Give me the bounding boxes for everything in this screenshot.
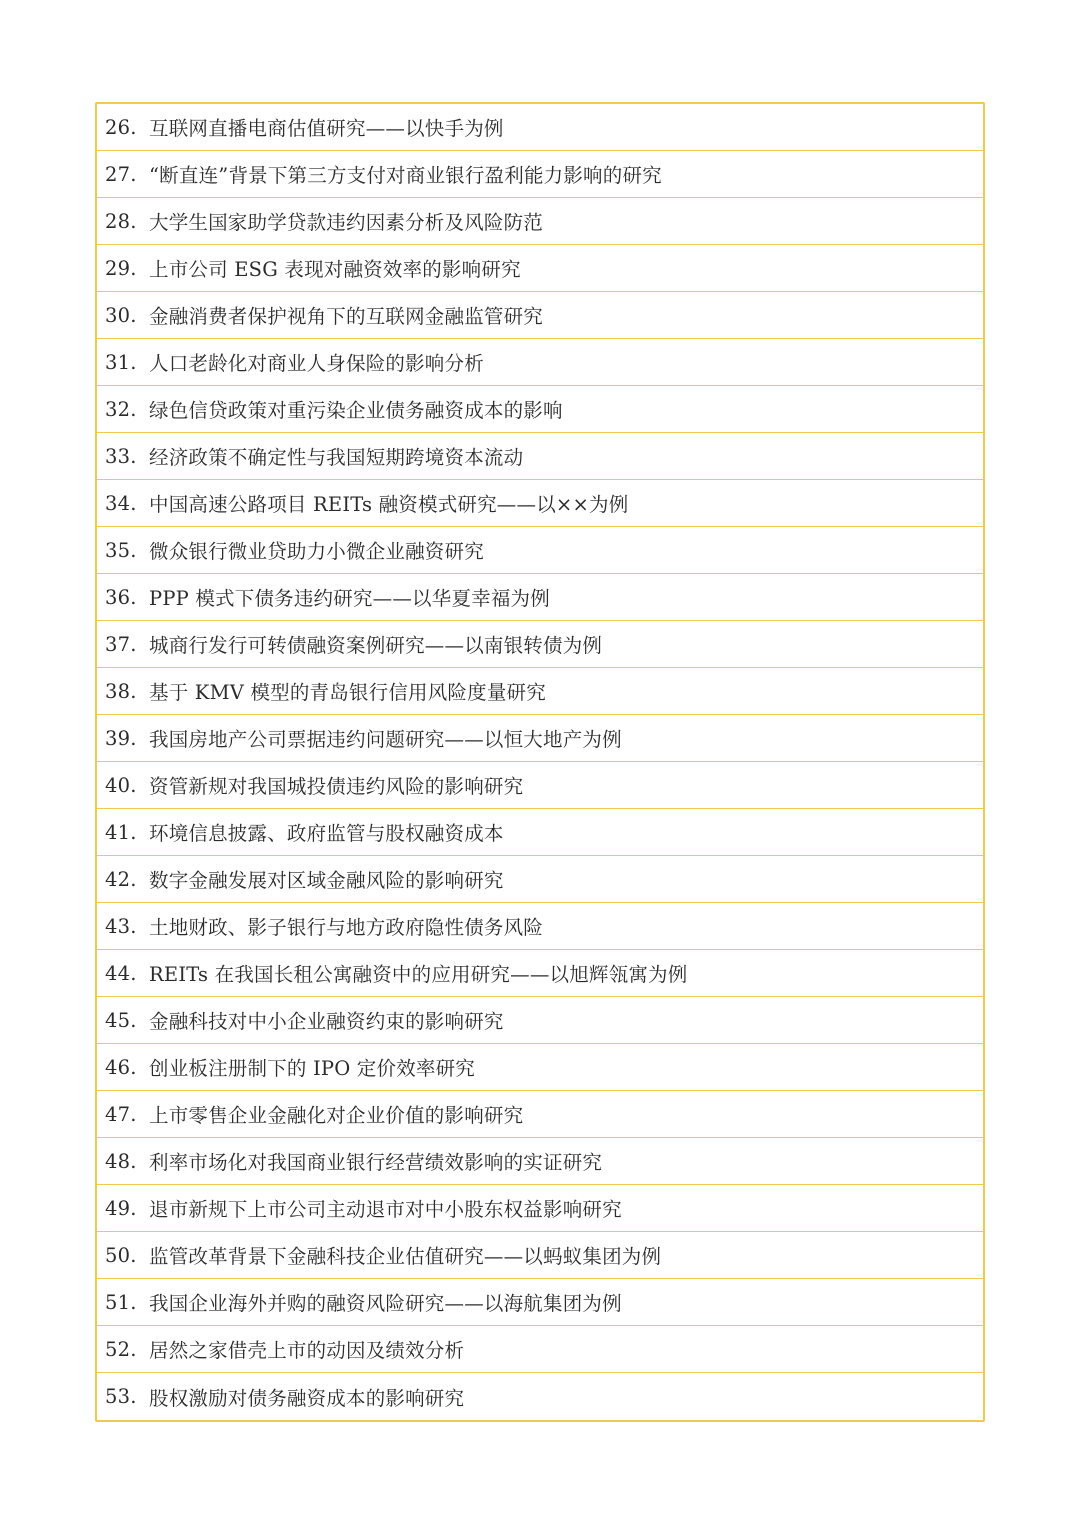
table-row (97, 151, 983, 198)
topic-number: 40. (105, 773, 137, 797)
table-row (97, 1279, 983, 1326)
table-row (97, 621, 983, 668)
table-row (97, 856, 983, 903)
table-row (97, 1185, 983, 1232)
topic-title: 上市公司 ESG 表现对融资效率的影响研究 (149, 258, 521, 281)
topic-number: 36. (105, 585, 137, 609)
topic-title: 城商行发行可转债融资案例研究——以南银转债为例 (149, 634, 603, 657)
topic-title: 金融科技对中小企业融资约束的影响研究 (149, 1010, 504, 1033)
topic-number: 51. (105, 1290, 137, 1314)
table-row (97, 527, 983, 574)
topic-title: 数字金融发展对区域金融风险的影响研究 (149, 869, 504, 892)
topic-number: 38. (105, 679, 137, 703)
topic-title: 大学生国家助学贷款违约因素分析及风险防范 (149, 211, 544, 234)
topic-title: REITs 在我国长租公寓融资中的应用研究——以旭辉瓴寓为例 (149, 963, 688, 986)
topic-number: 37. (105, 632, 137, 656)
table-row (97, 480, 983, 527)
table-row (97, 574, 983, 621)
topic-title: 基于 KMV 模型的青岛银行信用风险度量研究 (149, 681, 546, 704)
topic-number: 26. (105, 115, 137, 139)
topic-title: 上市零售企业金融化对企业价值的影响研究 (149, 1104, 524, 1127)
table-row (97, 668, 983, 715)
topic-number: 27. (105, 162, 137, 186)
table-row (97, 292, 983, 339)
topic-title: 人口老龄化对商业人身保险的影响分析 (149, 352, 484, 375)
table-row (97, 1044, 983, 1091)
topic-number: 31. (105, 350, 137, 374)
table-row (97, 809, 983, 856)
topic-number: 35. (105, 538, 137, 562)
topic-title: 我国企业海外并购的融资风险研究——以海航集团为例 (149, 1292, 622, 1315)
topic-title: 利率市场化对我国商业银行经营绩效影响的实证研究 (149, 1151, 603, 1174)
table-row (97, 1091, 983, 1138)
topic-number: 46. (105, 1055, 137, 1079)
topic-number: 45. (105, 1008, 137, 1032)
table-row (97, 1326, 983, 1373)
topic-number: 44. (105, 961, 137, 985)
topic-number: 53. (105, 1385, 137, 1408)
table-row (97, 715, 983, 762)
table-row (97, 903, 983, 950)
topic-number: 30. (105, 303, 137, 327)
topic-number: 48. (105, 1149, 137, 1173)
table-row (97, 997, 983, 1044)
topic-title: 监管改革背景下金融科技企业估值研究——以蚂蚁集团为例 (149, 1245, 662, 1268)
table-row (97, 762, 983, 809)
topic-number: 33. (105, 444, 137, 468)
topic-number: 41. (105, 820, 137, 844)
topic-title: 股权激励对债务融资成本的影响研究 (149, 1386, 465, 1410)
topic-number: 42. (105, 867, 137, 891)
table-row (97, 433, 983, 480)
topic-number: 28. (105, 209, 137, 233)
topic-title: 中国高速公路项目 REITs 融资模式研究——以××为例 (149, 493, 629, 516)
topic-title: “断直连”背景下第三方支付对商业银行盈利能力影响的研究 (149, 164, 662, 187)
table-row (97, 198, 983, 245)
topic-title: 资管新规对我国城投债违约风险的影响研究 (149, 775, 524, 798)
topic-number: 49. (105, 1196, 137, 1220)
topic-number: 34. (105, 491, 137, 515)
topic-number: 52. (105, 1337, 137, 1361)
table-row (97, 104, 983, 151)
topic-title: 土地财政、影子银行与地方政府隐性债务风险 (149, 916, 544, 939)
topic-table (95, 102, 985, 1422)
table-row (97, 339, 983, 386)
topic-title: 绿色信贷政策对重污染企业债务融资成本的影响 (149, 399, 563, 422)
topic-title: 金融消费者保护视角下的互联网金融监管研究 (149, 305, 544, 328)
topic-title: PPP 模式下债务违约研究——以华夏幸福为例 (149, 587, 550, 610)
table-row (97, 1373, 983, 1420)
topic-number: 32. (105, 397, 137, 421)
topic-number: 29. (105, 256, 137, 280)
topic-number: 39. (105, 726, 137, 750)
topic-title: 退市新规下上市公司主动退市对中小股东权益影响研究 (149, 1198, 622, 1221)
topic-title: 创业板注册制下的 IPO 定价效率研究 (149, 1057, 476, 1080)
topic-title: 我国房地产公司票据违约问题研究——以恒大地产为例 (149, 728, 622, 751)
topic-title: 经济政策不确定性与我国短期跨境资本流动 (149, 446, 524, 469)
topic-number: 43. (105, 914, 137, 938)
table-row (97, 950, 983, 997)
table-row (97, 1232, 983, 1279)
topic-number: 47. (105, 1102, 137, 1126)
topic-title: 环境信息披露、政府监管与股权融资成本 (149, 822, 504, 845)
table-row (97, 386, 983, 433)
topic-title: 居然之家借壳上市的动因及绩效分析 (149, 1339, 465, 1362)
table-row (97, 245, 983, 292)
topic-title: 微众银行微业贷助力小微企业融资研究 (149, 540, 484, 563)
topic-title: 互联网直播电商估值研究——以快手为例 (149, 117, 504, 140)
topic-number: 50. (105, 1243, 137, 1267)
table-row (97, 1138, 983, 1185)
